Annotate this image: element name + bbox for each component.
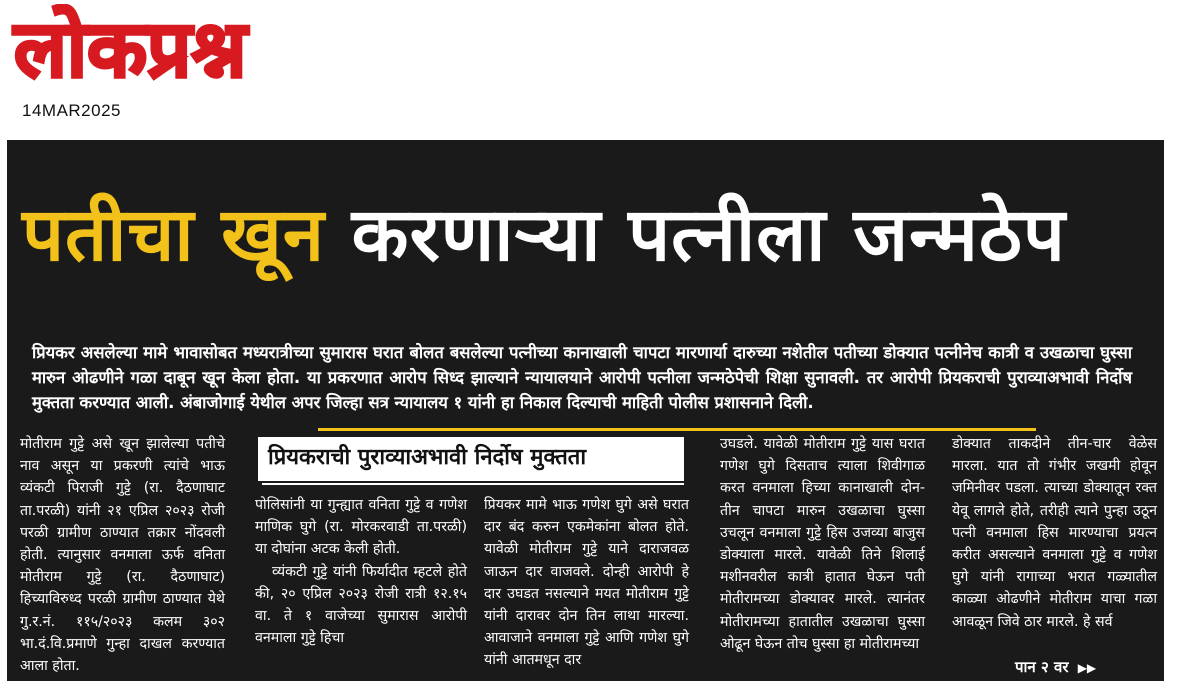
body-column-1 xyxy=(20,433,225,677)
masthead xyxy=(10,4,290,94)
body-text: डोक्यात ताकदीने तीन-चार वेळेस मारला. यात तो गंभीर जखमी होवून जमिनीवर पडला. त्याच्या डोक्यातून रक्त येवू लागले होते, तरीही त्याने पुन्हा उठून पत्नी वनमाला हिस मारण्याचा प्रयत्न करीत असल्याने वनमाला गुट्टे व गणेश घुगे यांनी रागाच्या भरात गळ्यातील काळ्या ओढणीने मोतीराम याचा गळा आवळून जिवे ठार मारले. हे सर्व xyxy=(952,436,1157,630)
body-text: व्यंकटी गुट्टे यांनी फिर्यादीत म्हटले होते की, २० एप्रिल २०२३ रोजी रात्री १२.१५ वा. ते १ वाजेच्या सुमारास आरोपी वनमाला गुट्टे हिचा xyxy=(255,563,467,647)
body-text: पोलिसांनी या गुन्ह्यात वनिता गुट्टे व गणेश माणिक घुगे (रा. मोरकरवाडी ता.परळी) या दोघांना अटक केली होती. xyxy=(255,497,467,558)
body-column-3 xyxy=(484,494,689,672)
subhead-rule xyxy=(262,483,684,485)
body-text: उघडले. यावेळी मोतीराम गुट्टे यास घरात गणेश घुगे दिसताच त्याला शिवीगाळ करत वनमाला हिच्या कानाखाली दोन-तीन चापटा मारुन उखळाचा घुस्सा उचलून वनमाला गुट्टे हिस उजव्या बाजुस डोक्याला मारले. यावेळी तिने शिलाई मशीनवरील कात्री हातात घेऊन पती मोतीरामच्या डोक्यावर मारले. त्यानंतर मोतीरामच्या हातातील उखळाचा घुस्सा ओढून घेऊन तोच घुस्सा हा मोतीरामच्या xyxy=(720,436,925,652)
subhead: प्रियकराची पुराव्याअभावी निर्दोष मुक्तता xyxy=(268,445,587,470)
headline-part1: पतीचा खून xyxy=(22,192,325,278)
lead-paragraph: प्रियकर असलेल्या मामे भावासोबत मध्यरात्रीच्या सुमारास घरात बोलत बसलेल्या पत्नीच्या कानाखाली चापटा मारणार्या दारुच्या नशेतील पतीच्या डोक्यात पत्नीनेच कात्री व उखळाचा घुस्सा मारुन ओढणीने गळा दाबून खून केला होता. या प्रकरणात आरोप सिध्द झाल्याने न्यायालयाने आरोपी पत्नीला जन्मठेपेची शिक्षा सुनावली. तर आरोपी प्रियकराची पुराव्याअभावी निर्दोष मुक्तता करण्यात आली. अंबाजोगाई येथील अपर जिल्हा सत्र न्यायालय १ यांनी हा निकाल दिल्याची माहिती पोलीस प्रशासनाने दिली. xyxy=(32,343,1132,412)
fast-forward-icon: ▶▶ xyxy=(1077,661,1097,675)
body-column-4 xyxy=(720,433,925,655)
publication-date: 14MAR2025 xyxy=(22,101,122,120)
body-column-2 xyxy=(255,494,467,649)
lead-divider xyxy=(318,428,1036,431)
body-column-5 xyxy=(952,433,1157,633)
continued-label: पान २ वर xyxy=(1015,658,1069,676)
headline xyxy=(22,180,1152,290)
headline-part2: करणाऱ्या पत्नीला जन्मठेप xyxy=(351,192,1066,278)
continued-on-page xyxy=(1015,657,1096,677)
body-text: मोतीराम गुट्टे असे खून झालेल्या पतीचे नाव असून या प्रकरणी त्यांचे भाऊ व्यंकटी पिराजी गुट्टे (रा. दैठणाघाट ता.परळी) यांनी २१ एप्रिल २०२३ रोजी परळी ग्रामीण ठाण्यात तक्रार नोंदवली होती. त्यानुसार वनमाला ऊर्फ वनिता मोतीराम गुट्टे (रा. दैठणाघाट) हिच्याविरुध्द परळी ग्रामीण ठाण्यात येथे गु.र.नं. ११५/२०२३ कलम ३०२ भा.दं.वि.प्रमाणे गुन्हा दाखल करण्यात आला होता. xyxy=(20,436,225,675)
masthead-logo-text: लोकप्रश्न xyxy=(14,5,247,92)
masthead-logo xyxy=(10,4,285,92)
body-text: प्रियकर मामे भाऊ गणेश घुगे असे घरात दार बंद करुन एकमेकांना बोलत होते. यावेळी मोतीराम गुट्टे याने दाराजवळ जाऊन दार वाजवले. दोन्ही आरोपी हे दार उघडत नसल्याने मयत मोतीराम गुट्टे यांनी दारावर दोन तिन लाथा मारल्या. आवाजाने वनमाला गुट्टे आणि गणेश घुगे यांनी आतमधून दार xyxy=(484,497,689,669)
